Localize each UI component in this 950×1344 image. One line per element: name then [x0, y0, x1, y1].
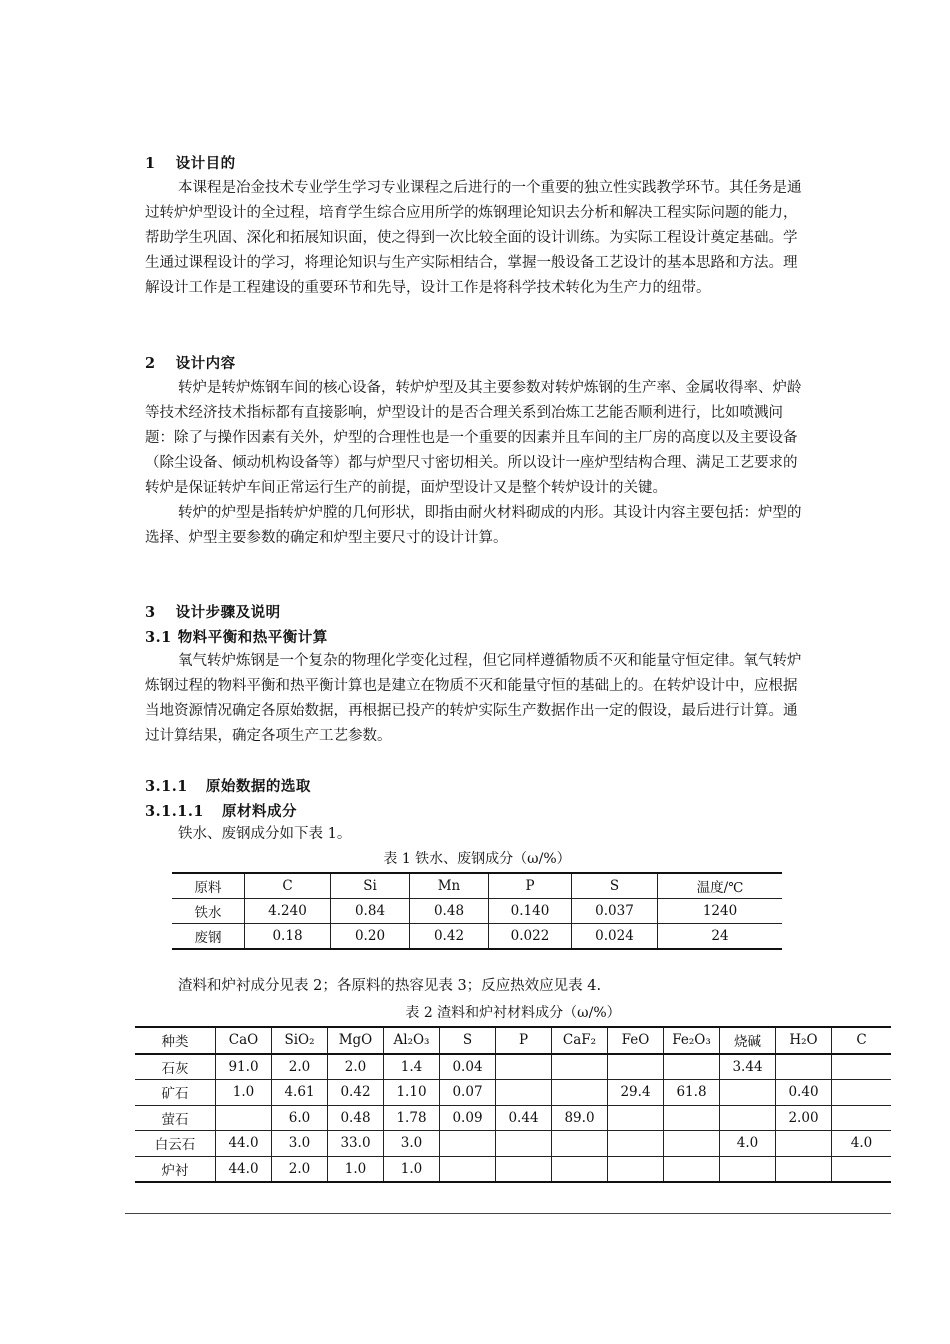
table-cell [552, 1131, 608, 1157]
table-cell: 炉衬 [135, 1156, 216, 1182]
table-cell [776, 1131, 832, 1157]
section-title: 设计目的 [175, 155, 236, 172]
table-cell [664, 1054, 720, 1080]
paragraph: 转炉是转炉炼钢车间的核心设备，转炉炉型及其主要参数对转炉炼钢的生产率、金属收得率、炉龄等技术经济技术指标都有直接影响，炉型设计的是否合理关系到冶炼工艺能否顺利进行，比如喷溅问题：除了与操作因素有关外，炉型的合理性也是一个重要的因素并且车间的主厂房的高度以及主要设备（除尘设备、倾动机构设备等）都与炉型尺寸密切相关。所以设计一座炉型结构合理、满足工艺要求的转炉是保证转炉车间正常运行生产的前提，面炉型设计又是整个转炉设计的关键。 [145, 380, 802, 496]
header-cell: S [572, 873, 658, 899]
paragraph: 本课程是冶金技术专业学生学习专业课程之后进行的一个重要的独立性实践教学环节。其任务是通过转炉炉型设计的全过程，培育学生综合应用所学的炼钢理论知识去分析和解决工程实际问题的能力，帮助学生巩固、深化和拓展知识面，使之得到一次比较全面的设计训练。为实际工程设计奠定基础。学生通过课程设计的学习，将理论知识与生产实际相结合，掌握一般设备工艺设计的基本思路和方法。理解设计工作是工程建设的重要环节和先导，设计工作是将科学技术转化为生产力的纽带。 [145, 180, 802, 296]
header-cell: H₂O [776, 1027, 832, 1054]
table-2-caption: 表 2 渣料和炉衬材料成分（ω/%） [405, 1005, 621, 1021]
table-cell: 4.61 [272, 1080, 328, 1106]
footer-divider [125, 1213, 891, 1214]
table-cell: 0.18 [245, 924, 331, 950]
table-row [135, 1080, 891, 1106]
table-cell [440, 1131, 496, 1157]
section-title: 物料平衡和热平衡计算 [177, 629, 328, 646]
table-cell: 废钢 [172, 924, 245, 950]
table-row [172, 924, 782, 950]
table-2-intro [145, 974, 810, 999]
table-row [135, 1156, 891, 1182]
table-cell: 91.0 [216, 1054, 272, 1080]
table-header-row [172, 873, 782, 899]
table-cell [832, 1054, 892, 1080]
table-cell: 3.0 [272, 1131, 328, 1157]
table-cell: 0.42 [328, 1080, 384, 1106]
table-cell: 1.0 [384, 1156, 440, 1182]
table-cell [664, 1156, 720, 1182]
section-3-1-1-heading [145, 775, 311, 796]
section-number: 1 [145, 155, 156, 172]
table-cell: 0.48 [410, 899, 489, 924]
table-cell: 0.140 [489, 899, 572, 924]
header-cell: Mn [410, 873, 489, 899]
table-row [172, 899, 782, 924]
table-cell: 24 [658, 924, 783, 950]
table-cell [664, 1105, 720, 1131]
table-cell: 2.0 [328, 1054, 384, 1080]
table-cell [552, 1054, 608, 1080]
table-cell [720, 1105, 776, 1131]
table-cell: 0.20 [331, 924, 410, 950]
table-cell: 4.0 [832, 1131, 892, 1157]
table-cell: 1.4 [384, 1054, 440, 1080]
table-cell [496, 1080, 552, 1106]
table-cell: 1.10 [384, 1080, 440, 1106]
table-cell: 0.84 [331, 899, 410, 924]
table-cell: 6.0 [272, 1105, 328, 1131]
section-3-1-1-1-heading [145, 800, 297, 821]
table-cell: 44.0 [216, 1131, 272, 1157]
paragraph: 转炉的炉型是指转炉炉膛的几何形状，即指由耐火材料砌成的内形。其设计内容主要包括：炉型的选择、炉型主要参数的确定和炉型主要尺寸的设计计算。 [145, 505, 802, 546]
paragraph: 渣料和炉衬成分见表 2；各原料的热容见表 3；反应热效应见表 4. [178, 978, 602, 994]
header-cell: Fe₂O₃ [664, 1027, 720, 1054]
table-cell [832, 1105, 892, 1131]
header-cell: CaO [216, 1027, 272, 1054]
header-cell: 烧碱 [720, 1027, 776, 1054]
table-cell: 61.8 [664, 1080, 720, 1106]
table-cell: 44.0 [216, 1156, 272, 1182]
table-cell: 4.0 [720, 1131, 776, 1157]
table-cell [216, 1105, 272, 1131]
table-cell: 0.40 [776, 1080, 832, 1106]
section-title: 原材料成分 [222, 803, 298, 820]
table-cell [440, 1156, 496, 1182]
table-row [135, 1054, 891, 1080]
header-cell: C [832, 1027, 892, 1054]
section-title: 原始数据的选取 [205, 778, 311, 795]
table-cell: 矿石 [135, 1080, 216, 1106]
header-cell: MgO [328, 1027, 384, 1054]
table-cell: 0.04 [440, 1054, 496, 1080]
paragraph: 铁水、废钢成分如下表 1。 [178, 826, 352, 842]
table-cell: 白云石 [135, 1131, 216, 1157]
table-cell: 1240 [658, 899, 783, 924]
table-cell: 石灰 [135, 1054, 216, 1080]
section-1-body [145, 176, 810, 301]
table-cell: 29.4 [608, 1080, 664, 1106]
section-2-heading [145, 352, 236, 373]
header-cell: S [440, 1027, 496, 1054]
header-cell: 温度/℃ [658, 873, 783, 899]
table-cell [496, 1156, 552, 1182]
header-cell: 原料 [172, 873, 245, 899]
table-1 [172, 872, 782, 950]
table-cell: 萤石 [135, 1105, 216, 1131]
table-row [135, 1131, 891, 1157]
header-cell: Al₂O₃ [384, 1027, 440, 1054]
section-number: 3.1.1.1 [145, 803, 205, 820]
table-cell: 1.78 [384, 1105, 440, 1131]
table-cell [776, 1054, 832, 1080]
table-cell: 4.240 [245, 899, 331, 924]
header-cell: P [489, 873, 572, 899]
section-1-heading [145, 152, 236, 173]
table-row [135, 1105, 891, 1131]
table-cell [608, 1156, 664, 1182]
table-cell: 0.48 [328, 1105, 384, 1131]
table-cell: 3.44 [720, 1054, 776, 1080]
header-cell: Si [331, 873, 410, 899]
table-header-row [135, 1027, 891, 1054]
table-cell: 1.0 [328, 1156, 384, 1182]
table-cell [720, 1080, 776, 1106]
table-cell [496, 1131, 552, 1157]
table-cell [608, 1131, 664, 1157]
table-cell [608, 1054, 664, 1080]
section-3-heading [145, 601, 281, 622]
table-cell: 0.44 [496, 1105, 552, 1131]
section-number: 3.1 [145, 629, 172, 646]
table-cell [552, 1156, 608, 1182]
table-cell [720, 1156, 776, 1182]
table-cell: 2.0 [272, 1054, 328, 1080]
section-3-1-heading [145, 626, 328, 647]
table-cell: 3.0 [384, 1131, 440, 1157]
header-cell: C [245, 873, 331, 899]
table-2 [135, 1026, 891, 1183]
section-title: 设计内容 [175, 355, 236, 372]
table-cell: 1.0 [216, 1080, 272, 1106]
header-cell: 种类 [135, 1027, 216, 1054]
section-3-1-body [145, 649, 810, 749]
section-number: 3 [145, 604, 156, 621]
table-cell: 33.0 [328, 1131, 384, 1157]
section-number: 3.1.1 [145, 778, 188, 795]
section-title: 设计步骤及说明 [175, 604, 281, 621]
table-cell: 0.022 [489, 924, 572, 950]
paragraph: 氧气转炉炼钢是一个复杂的物理化学变化过程，但它同样遵循物质不灭和能量守恒定律。氧气转炉炼钢过程的物料平衡和热平衡计算也是建立在物质不灭和能量守恒的基础上的。在转炉设计中，应根据当地资源情况确定各原始数据，再根据已投产的转炉实际生产数据作出一定的假设，最后进行计算。通过计算结果，确定各项生产工艺参数。 [145, 653, 802, 744]
table-cell: 0.09 [440, 1105, 496, 1131]
section-number: 2 [145, 355, 156, 372]
table-cell: 0.024 [572, 924, 658, 950]
table-cell: 2.00 [776, 1105, 832, 1131]
table-cell: 0.037 [572, 899, 658, 924]
table-cell: 0.07 [440, 1080, 496, 1106]
table-cell [832, 1080, 892, 1106]
table-1-caption: 表 1 铁水、废钢成分（ω/%） [383, 851, 571, 867]
table-cell [608, 1105, 664, 1131]
table-cell: 0.42 [410, 924, 489, 950]
section-2-body [145, 376, 810, 551]
table-cell [776, 1156, 832, 1182]
table-1-intro [145, 822, 810, 847]
header-cell: SiO₂ [272, 1027, 328, 1054]
table-cell: 2.0 [272, 1156, 328, 1182]
header-cell: P [496, 1027, 552, 1054]
table-cell [496, 1054, 552, 1080]
table-cell [664, 1131, 720, 1157]
header-cell: CaF₂ [552, 1027, 608, 1054]
table-cell [552, 1080, 608, 1106]
table-cell: 铁水 [172, 899, 245, 924]
header-cell: FeO [608, 1027, 664, 1054]
table-cell: 89.0 [552, 1105, 608, 1131]
table-cell [832, 1156, 892, 1182]
